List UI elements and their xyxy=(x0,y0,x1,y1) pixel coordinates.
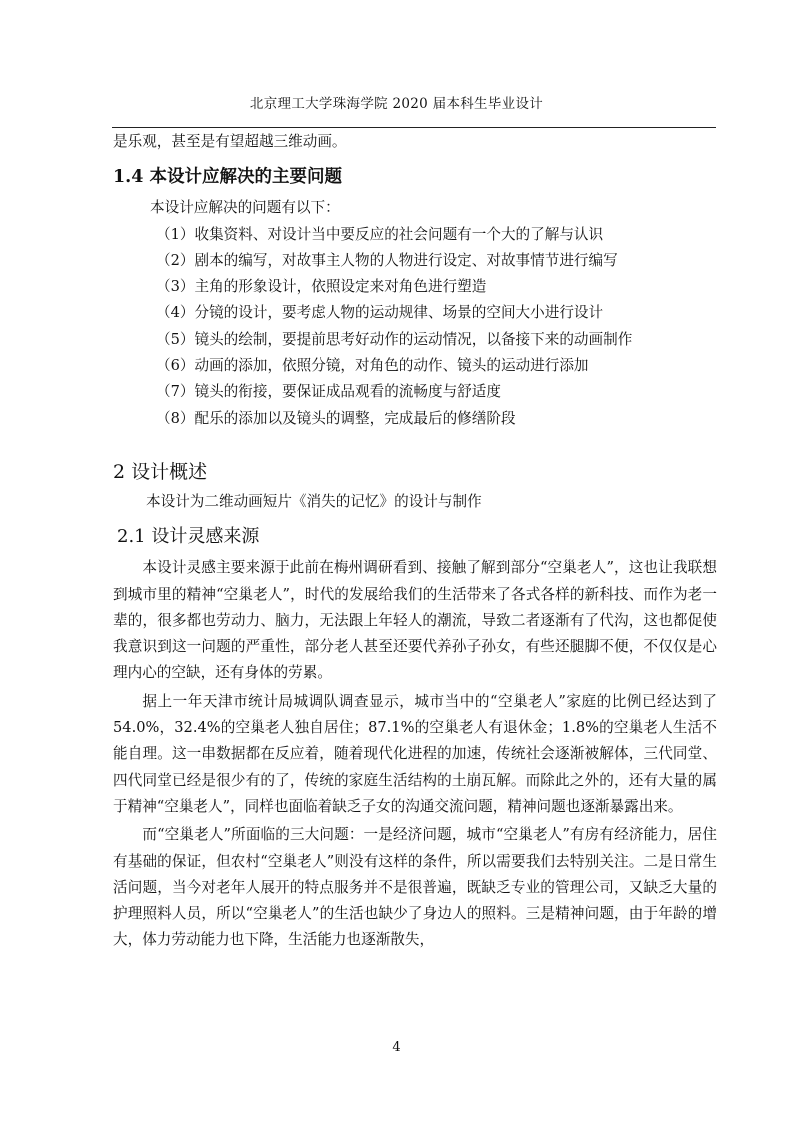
list-item: （4）分镜的设计，要考虑人物的运动规律、场景的空间大小进行设计 xyxy=(156,304,604,322)
page-body xyxy=(113,129,717,954)
section-1-4-intro: 本设计应解决的问题有以下： xyxy=(150,199,340,217)
list-item: （6）动画的添加，依照分镜，对角色的动作、镜头的运动进行添加 xyxy=(156,357,589,375)
list-item: （8）配乐的添加以及镜头的调整，完成最后的修缮阶段 xyxy=(156,409,516,427)
list-item: （1）收集资料、对设计当中要反应的社会问题有一个大的了解与认识 xyxy=(156,225,604,243)
body-paragraph: 本设计灵感主要来源于此前在梅州调研看到、接触了解到部分“空巢老人”，这也让我联想到城市里的精神“空巢老人”，时代的发展给我们的生活带来了各式各样的新科技、而作为老一辈的，很多都也劳动力、脑力，无法跟上年轻人的潮流，导致二者逐渐有了代沟，这也都促使我意识到这一问题的严重性，部分老人甚至还要代养孙子孙女，有些还腿脚不便，不仅仅是心理内心的空缺，还有身体的劳累。 xyxy=(113,559,717,682)
page-header: 北京理工大学珠海学院 2020 届本科生毕业设计 xyxy=(249,96,544,112)
list-item: （7）镜头的衔接，要保证成品观看的流畅度与舒适度 xyxy=(156,383,501,401)
list-item: （3）主角的形象设计，依照设定来对角色进行塑造 xyxy=(156,278,487,296)
body-paragraph: 据上一年天津市统计局城调队调查显示，城市当中的“空巢老人”家庭的比例已经达到了 54.0%，32.4%的空巢老人独自居住；87.1%的空巢老人有退休金；1.8%的空巢老人生活不能自理。这一串数据都在反应着，随着现代化进程的加速，传统社会逐渐被解体，三代同堂、四代同堂已经是很少有的了，传统的家庭生活结构的土崩瓦解。而除此之外的，还有大量的属于精神“空巢老人”，同样也面临着缺乏子女的沟通交流问题，精神问题也逐渐暴露出来。 xyxy=(113,692,717,815)
section-1-4-heading: 1.4 本设计应解决的主要问题 xyxy=(113,167,343,188)
page-number: 4 xyxy=(392,1040,401,1055)
problem-list xyxy=(113,222,717,432)
section-2-heading: 2 设计概述 xyxy=(113,460,208,483)
list-item: （5）镜头的绘制，要提前思考好动作的运动情况，以备接下来的动画制作 xyxy=(156,330,633,348)
lead-in-text: 是乐观，甚至是有望超越三维动画。 xyxy=(113,133,347,150)
section-2-intro: 本设计为二维动画短片《消失的记忆》的设计与制作 xyxy=(146,492,482,510)
list-item: （2）剧本的编写，对故事主人物的人物进行设定、对故事情节进行编写 xyxy=(156,251,618,269)
section-2-1-heading: 2.1 设计灵感来源 xyxy=(117,526,260,548)
header-rule xyxy=(112,127,716,128)
body-paragraph: 而“空巢老人”所面临的三大问题：一是经济问题，城市“空巢老人”有房有经济能力，居住有基础的保证，但农村“空巢老人”则没有这样的条件，所以需要我们去特别关注。二是日常生活问题，当今对老年人展开的特点服务并不是很普遍，既缺乏专业的管理公司，又缺乏大量的护理照料人员，所以“空巢老人”的生活也缺少了身边人的照料。三是精神问题，由于年龄的增大，体力劳动能力也下降，生活能力也逐渐散失， xyxy=(113,826,717,949)
